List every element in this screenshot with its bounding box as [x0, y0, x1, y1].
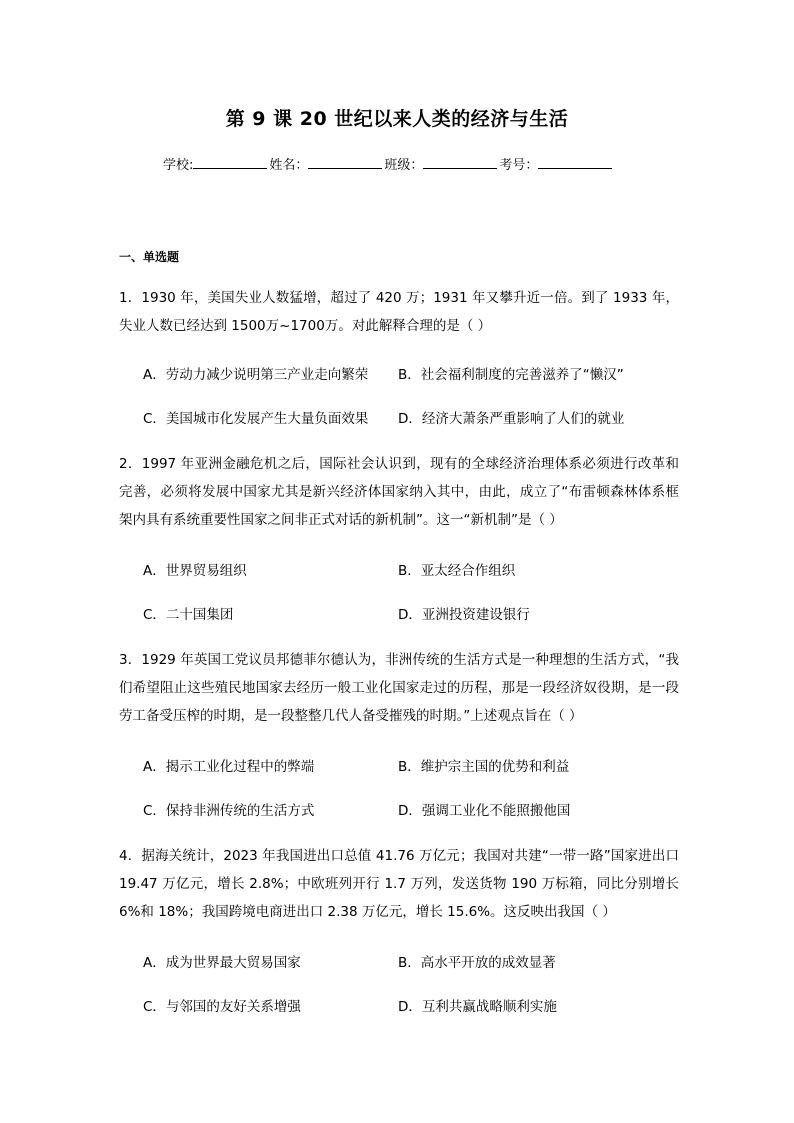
- question-3: 3．1929 年英国工党议员邦德菲尔德认为，非洲传统的生活方式是一种理想的生活方式，“我们希望阻止这些殖民地国家去经历一般工业化国家走过的历程，那是一段经济奴役期，是一段劳工备受压榨的时期，是一段整整几代人备受摧残的时期。”上述观点旨在（ ）: [119, 652, 679, 724]
- question-4-option-c: C．与邻国的友好关系增强: [143, 999, 301, 1015]
- question-4-option-a: A．成为世界最大贸易国家: [143, 955, 301, 971]
- class-label: 班级：: [384, 158, 424, 173]
- question-2-option-c: C．二十国集团: [143, 607, 234, 623]
- question-2-option-b: B．亚太经合作组织: [398, 563, 516, 579]
- question-3-option-b: B．维护宗主国的优势和利益: [398, 759, 570, 775]
- question-2: 2．1997 年亚洲金融危机之后，国际社会认识到，现有的全球经济治理体系必须进行改革和完善，必须将发展中国家尤其是新兴经济体国家纳入其中，由此，成立了“布雷顿森林体系框架内具有系统重要性国家之间非正式对话的新机制”。这一“新机制”是（ ）: [119, 456, 679, 528]
- question-2-option-d: D．亚洲投资建设银行: [398, 607, 530, 623]
- name-blank: [308, 156, 382, 169]
- question-4: 4．据海关统计，2023 年我国进出口总值 41.76 万亿元；我国对共建“一带一路”国家进出口 19.47 万亿元，增长 2.8%；中欧班列开行 1.7 万列，发送货物 190 万标箱，同比分别增长 6%和 18%；我国跨境电商进出口 2.38 万亿元，增长 15.6%。这反映出我国（ ）: [119, 848, 679, 920]
- exam-number-blank: [538, 156, 612, 169]
- question-3-option-d: D．强调工业化不能照搬他国: [398, 803, 571, 819]
- question-1-option-b: B．社会福利制度的完善滋养了“懒汉”: [398, 367, 624, 383]
- question-3-option-a: A．揭示工业化过程中的弊端: [143, 759, 315, 775]
- student-info-line: [163, 154, 614, 173]
- question-1: 1．1930 年，美国失业人数猛增，超过了 420 万；1931 年又攀升近一倍。到了 1933 年，失业人数已经达到 1500万~1700万。对此解释合理的是（ ）: [119, 290, 679, 334]
- question-4-option-b: B．高水平开放的成效显著: [398, 955, 556, 971]
- exam-number-label: 考号：: [499, 158, 539, 173]
- question-3-option-c: C．保持非洲传统的生活方式: [143, 803, 315, 819]
- page-title: 第 9 课 20 世纪以来人类的经济与生活: [225, 108, 569, 130]
- name-label: 姓名：: [269, 158, 309, 173]
- question-1-option-d: D．经济大萧条严重影响了人们的就业: [398, 411, 625, 427]
- question-2-option-a: A．世界贸易组织: [143, 563, 247, 579]
- school-label: 学校:: [163, 158, 194, 173]
- question-1-option-c: C．美国城市化发展产生大量负面效果: [143, 411, 369, 427]
- section-heading: 一、单选题: [119, 250, 180, 264]
- school-blank: [193, 156, 267, 169]
- class-blank: [423, 156, 497, 169]
- question-4-option-d: D．互利共赢战略顺利实施: [398, 999, 557, 1015]
- question-1-option-a: A．劳动力减少说明第三产业走向繁荣: [143, 367, 369, 383]
